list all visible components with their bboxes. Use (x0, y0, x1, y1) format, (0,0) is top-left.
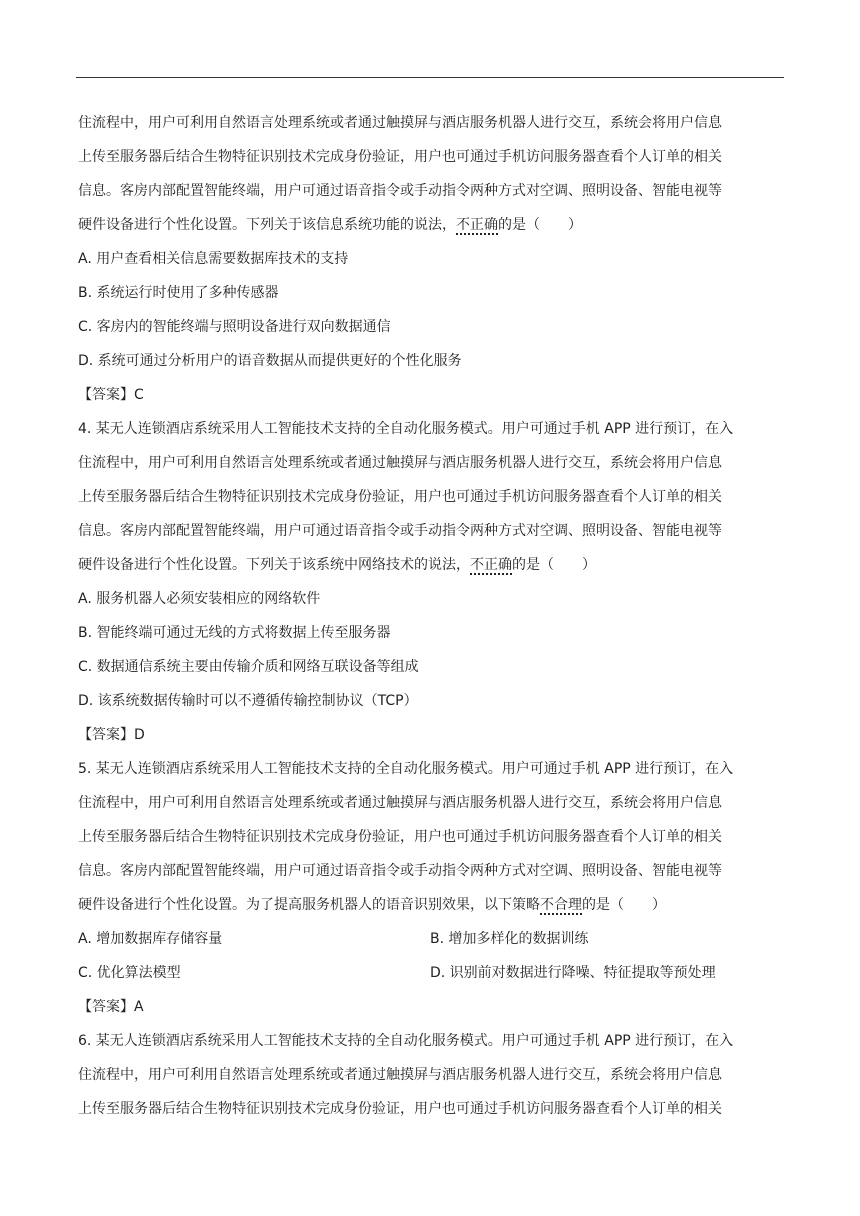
stem-text: 硬件设备进行个性化设置。下列关于该信息系统功能的说法， (78, 217, 456, 233)
option-a: A. 服务机器人必须安装相应的网络软件 (78, 591, 321, 607)
option-d: D. 识别前对数据进行降噪、特征提取等预处理 (430, 965, 716, 981)
options-row (78, 956, 784, 990)
stem-text: 的是（ ） (582, 897, 666, 913)
emphasis-text: 不正确 (456, 217, 498, 233)
emphasis-text: 不正确 (470, 557, 512, 573)
option-c: C. 数据通信系统主要由传输介质和网络互联设备等组成 (78, 659, 419, 675)
question-3-tail (78, 106, 784, 412)
answer: 【答案】C (78, 387, 144, 403)
question-text-line: 住流程中，用户可利用自然语言处理系统或者通过触摸屏与酒店服务机器人进行交互，系统会将用户信息 (78, 455, 722, 471)
option-b: B. 增加多样化的数据训练 (430, 931, 589, 947)
question-5 (78, 752, 784, 1024)
question-text-line: 6. 某无人连锁酒店系统采用人工智能技术支持的全自动化服务模式。用户可通过手机 APP 进行预订，在入 (78, 1033, 734, 1049)
question-text-line: 5. 某无人连锁酒店系统采用人工智能技术支持的全自动化服务模式。用户可通过手机 APP 进行预订，在入 (78, 761, 734, 777)
question-6 (78, 1024, 784, 1126)
question-4 (78, 412, 784, 752)
stem-text: 硬件设备进行个性化设置。下列关于该系统中网络技术的说法， (78, 557, 470, 573)
option-d: D. 该系统数据传输时可以不遵循传输控制协议（TCP） (78, 693, 418, 709)
question-stem (78, 548, 784, 582)
option-d: D. 系统可通过分析用户的语音数据从而提供更好的个性化服务 (78, 353, 462, 369)
question-text-line: 4. 某无人连锁酒店系统采用人工智能技术支持的全自动化服务模式。用户可通过手机 APP 进行预订，在入 (78, 421, 734, 437)
question-text-line: 住流程中，用户可利用自然语言处理系统或者通过触摸屏与酒店服务机器人进行交互，系统会将用户信息 (78, 795, 722, 811)
question-text-line: 上传至服务器后结合生物特征识别技术完成身份验证，用户也可通过手机访问服务器查看个人订单的相关 (78, 149, 722, 165)
question-text-line: 上传至服务器后结合生物特征识别技术完成身份验证，用户也可通过手机访问服务器查看个人订单的相关 (78, 829, 722, 845)
options-row (78, 922, 784, 956)
option-c: C. 优化算法模型 (78, 965, 181, 981)
question-text-line: 信息。客房内部配置智能终端，用户可通过语音指令或手动指令两种方式对空调、照明设备、智能电视等 (78, 523, 722, 539)
document-body (78, 106, 784, 1126)
question-text-line: 住流程中，用户可利用自然语言处理系统或者通过触摸屏与酒店服务机器人进行交互，系统会将用户信息 (78, 115, 722, 131)
question-text-line: 信息。客房内部配置智能终端，用户可通过语音指令或手动指令两种方式对空调、照明设备、智能电视等 (78, 183, 722, 199)
question-stem (78, 208, 784, 242)
stem-text: 的是（ ） (498, 217, 582, 233)
option-a: A. 用户查看相关信息需要数据库技术的支持 (78, 251, 349, 267)
question-text-line: 上传至服务器后结合生物特征识别技术完成身份验证，用户也可通过手机访问服务器查看个人订单的相关 (78, 489, 722, 505)
stem-text: 硬件设备进行个性化设置。为了提高服务机器人的语音识别效果，以下策略 (78, 897, 540, 913)
answer: 【答案】D (78, 727, 145, 743)
emphasis-text: 不合理 (540, 897, 582, 913)
option-b: B. 智能终端可通过无线的方式将数据上传至服务器 (78, 625, 391, 641)
question-text-line: 上传至服务器后结合生物特征识别技术完成身份验证，用户也可通过手机访问服务器查看个人订单的相关 (78, 1101, 722, 1117)
answer: 【答案】A (78, 999, 144, 1015)
question-text-line: 住流程中，用户可利用自然语言处理系统或者通过触摸屏与酒店服务机器人进行交互，系统会将用户信息 (78, 1067, 722, 1083)
option-c: C. 客房内的智能终端与照明设备进行双向数据通信 (78, 319, 391, 335)
option-a: A. 增加数据库存储容量 (78, 931, 223, 947)
header-rule (76, 77, 784, 78)
stem-text: 的是（ ） (512, 557, 596, 573)
question-text-line: 信息。客房内部配置智能终端，用户可通过语音指令或手动指令两种方式对空调、照明设备、智能电视等 (78, 863, 722, 879)
question-stem (78, 888, 784, 922)
option-b: B. 系统运行时使用了多种传感器 (78, 285, 279, 301)
